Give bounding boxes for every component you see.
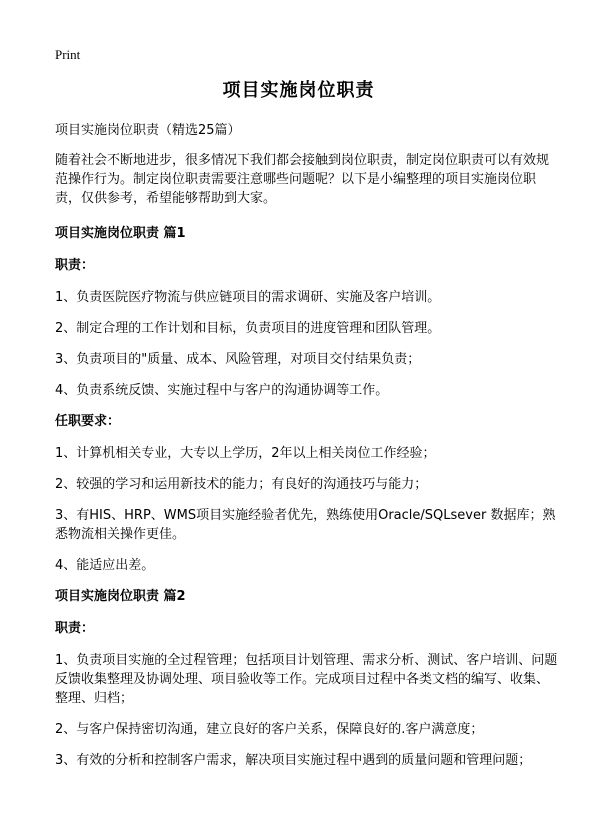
list-item: 4、负责系统反馈、实施过程中与客户的沟通协调等工作。: [55, 383, 389, 398]
requirements-label-1: 任职要求：: [55, 414, 121, 429]
duties-label-1: 职责：: [55, 258, 95, 273]
section-heading-1: 项目实施岗位职责 篇1: [55, 226, 186, 241]
list-item: 2、制定合理的工作计划和目标，负责项目的进度管理和团队管理。: [55, 321, 441, 336]
document-body: [55, 121, 560, 782]
list-item: 2、与客户保持密切沟通，建立良好的客户关系，保障良好的.客户满意度；: [55, 722, 484, 737]
duties-label-2: 职责：: [55, 621, 95, 636]
list-item: 1、负责项目实施的全过程管理；包括项目计划管理、需求分析、测试、客户培训、问题反馈收集整理及协调处理、项目验收等工作。完成项目过程中各类文档的编写、收集、整理、归档；: [55, 653, 558, 706]
list-item: 2、较强的学习和运用新技术的能力；有良好的沟通技巧与能力；: [55, 477, 428, 492]
list-item: 3、有HIS、HRP、WMS项目实施经验者优先，熟练使用Oracle/SQLsever 数据库；熟悉物流相关操作更佳。: [55, 508, 556, 542]
document-subtitle: 项目实施岗位职责（精选25篇）: [55, 123, 241, 138]
page-title: 项目实施岗位职责: [222, 80, 375, 101]
list-item: 3、负责项目的"质量、成本、风险管理，对项目交付结果负责；: [55, 352, 421, 367]
intro-paragraph: 随着社会不断地进步，很多情况下我们都会接触到岗位职责，制定岗位职责可以有效规范操作行为。制定岗位职责需要注意哪些问题呢？以下是小编整理的项目实施岗位职责，仅供参考，希望能够帮助到大家。: [55, 153, 550, 206]
list-item: 1、计算机相关专业，大专以上学历，2年以上相关岗位工作经验；: [55, 446, 436, 461]
print-label[interactable]: Print: [55, 47, 81, 62]
list-item: 4、能适应出差。: [55, 558, 155, 573]
section-heading-2: 项目实施岗位职责 篇2: [55, 589, 186, 604]
list-item: 3、有效的分析和控制客户需求，解决项目实施过程中遇到的质量问题和管理问题；: [55, 753, 532, 768]
list-item: 1、负责医院医疗物流与供应链项目的需求调研、实施及客户培训。: [55, 290, 441, 305]
